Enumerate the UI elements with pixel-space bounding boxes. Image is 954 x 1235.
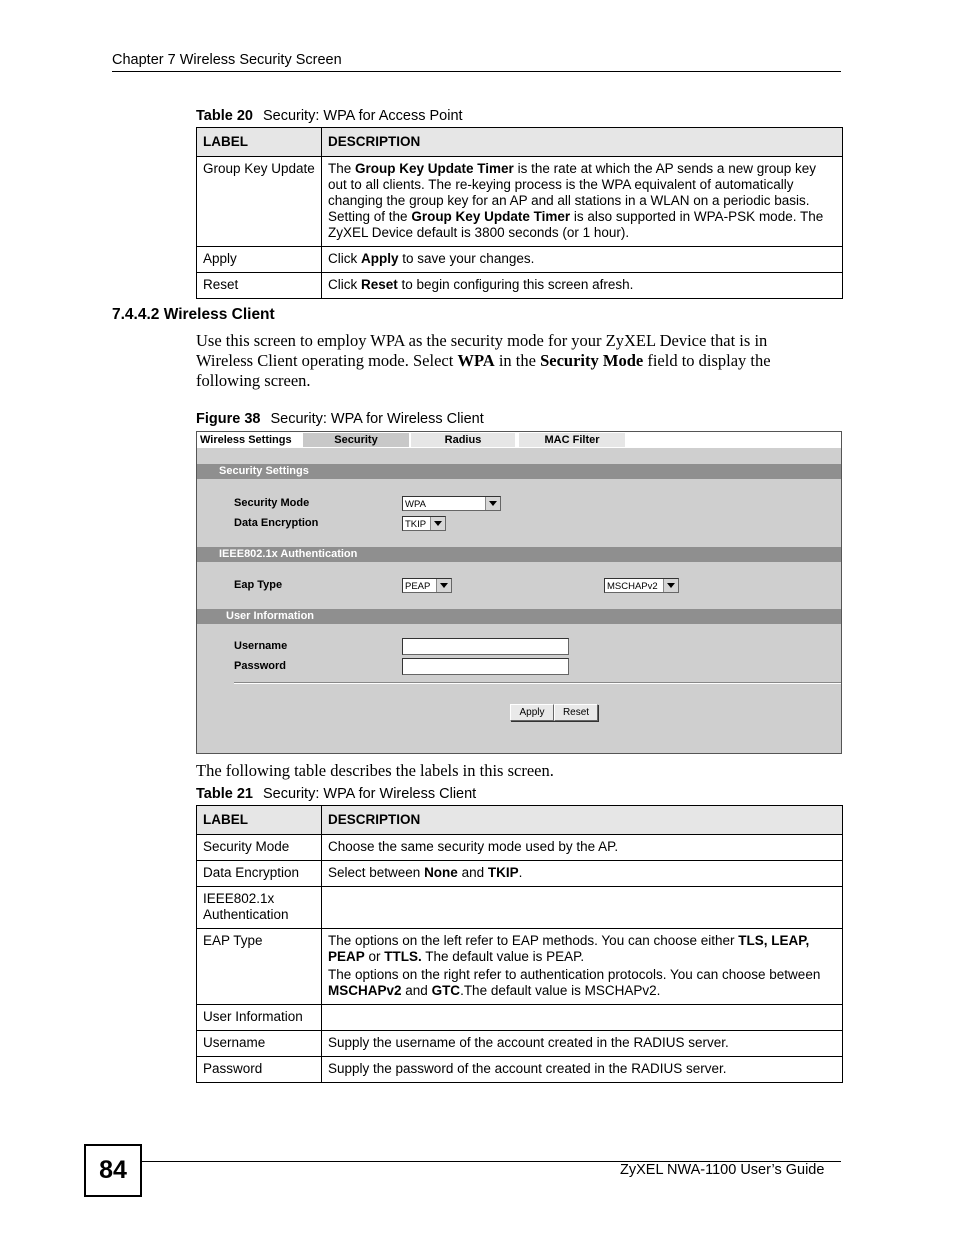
- table21-number: Table 21: [196, 786, 253, 802]
- row-label: User Information: [197, 1005, 322, 1031]
- password-label: Password: [234, 660, 286, 672]
- table20-col-label: LABEL: [197, 128, 322, 157]
- chevron-down-icon: [485, 497, 500, 510]
- row-description: Select between None and TKIP.: [322, 861, 843, 887]
- row-label: Reset: [197, 273, 322, 299]
- row-description: Supply the password of the account created in the RADIUS server.: [322, 1057, 843, 1083]
- tab-security[interactable]: Security: [303, 433, 409, 447]
- row-description: The Group Key Update Timer is the rate at which the AP sends a new group key out to all clients. The re-keying process is the WPA equivalent of automatically changing the group key for an AP and all stations in a WLAN on a periodic basis. Setting of the Group Key Update Timer is also supported in WPA-PSK mode. The ZyXEL Device default is 3800 seconds (or 1 hour).: [322, 157, 843, 247]
- table-row: [197, 273, 843, 299]
- page-number: 84: [84, 1144, 142, 1197]
- eap-protocol-select[interactable]: MSCHAPv2: [604, 578, 679, 593]
- table-row: [197, 1031, 843, 1057]
- table21-caption: [196, 786, 476, 802]
- table-row: [197, 887, 843, 929]
- row-description: Choose the same security mode used by the AP.: [322, 835, 843, 861]
- table20: [196, 127, 843, 299]
- row-label: Security Mode: [197, 835, 322, 861]
- tab-wireless-settings[interactable]: Wireless Settings: [198, 433, 304, 447]
- security-screen: [196, 431, 842, 754]
- data-encryption-select[interactable]: TKIP: [402, 516, 446, 531]
- figure-title: Security: WPA for Wireless Client: [270, 411, 484, 427]
- table21-col-label: LABEL: [197, 806, 322, 835]
- table-row: [197, 157, 843, 247]
- row-description: Click Apply to save your changes.: [322, 247, 843, 273]
- chevron-down-icon: [430, 517, 445, 530]
- table21-col-description: DESCRIPTION: [322, 806, 843, 835]
- row-label: Password: [197, 1057, 322, 1083]
- row-label: EAP Type: [197, 929, 322, 1005]
- row-label: Username: [197, 1031, 322, 1057]
- apply-button[interactable]: Apply: [510, 704, 554, 721]
- row-description: Supply the username of the account created in the RADIUS server.: [322, 1031, 843, 1057]
- footer-guide-title: ZyXEL NWA-1100 User’s Guide: [620, 1162, 825, 1178]
- row-label: Apply: [197, 247, 322, 273]
- row-description: The options on the left refer to EAP methods. You can choose either TLS, LEAP, PEAP or TTLS. The default value is PEAP. The options on the right refer to authentication protocols. You can choose between MSCHAPv2 and GTC.The default value is MSCHAPv2.: [322, 929, 843, 1005]
- following-text: The following table describes the labels in this screen.: [196, 761, 554, 780]
- reset-button[interactable]: Reset: [554, 704, 598, 721]
- password-input[interactable]: [402, 658, 569, 675]
- table-row: [197, 861, 843, 887]
- table20-title: Security: WPA for Access Point: [262, 108, 463, 124]
- figure-number: Figure 38: [196, 411, 261, 427]
- row-label: Data Encryption: [197, 861, 322, 887]
- tab-radius[interactable]: Radius: [411, 433, 515, 447]
- data-encryption-label: Data Encryption: [234, 517, 319, 529]
- section-paragraph: Use this screen to employ WPA as the security mode for your ZyXEL Device that is in Wireless Client operating mode. Select WPA in the Security Mode field to display the following screen.: [196, 331, 771, 390]
- security-mode-label: Security Mode: [234, 497, 310, 509]
- figure-caption: [196, 411, 484, 427]
- row-label: IEEE802.1x Authentication: [197, 887, 322, 929]
- row-description: [322, 1005, 843, 1031]
- eap-method-select[interactable]: PEAP: [402, 578, 452, 593]
- row-description: [322, 887, 843, 929]
- row-label: Group Key Update: [197, 157, 322, 247]
- eap-type-label: Eap Type: [234, 579, 283, 591]
- table21: [196, 805, 843, 1083]
- table-row: [197, 835, 843, 861]
- table20-caption: [196, 108, 463, 124]
- username-label: Username: [234, 640, 288, 652]
- table21-title: Security: WPA for Wireless Client: [262, 786, 477, 802]
- tab-mac-filter[interactable]: MAC Filter: [519, 433, 625, 447]
- security-settings-band: Security Settings: [197, 464, 841, 479]
- chevron-down-icon: [436, 579, 451, 592]
- user-info-band: User Information: [197, 609, 841, 624]
- table20-number: Table 20: [196, 108, 253, 124]
- table-row: [197, 1005, 843, 1031]
- chevron-down-icon: [663, 579, 678, 592]
- table20-col-description: DESCRIPTION: [322, 128, 843, 157]
- chapter-header: Chapter 7 Wireless Security Screen: [112, 52, 342, 68]
- form-divider: [234, 682, 841, 684]
- security-mode-select[interactable]: WPA: [402, 496, 501, 511]
- table-row: [197, 929, 843, 1005]
- section-heading: 7.4.4.2 Wireless Client: [112, 306, 275, 323]
- tab-bar: [197, 432, 841, 448]
- username-input[interactable]: [402, 638, 569, 655]
- row-description: Click Reset to begin configuring this screen afresh.: [322, 273, 843, 299]
- header-rule: [112, 71, 841, 72]
- ieee-auth-band: IEEE802.1x Authentication: [197, 547, 841, 562]
- table-row: [197, 1057, 843, 1083]
- table-row: [197, 247, 843, 273]
